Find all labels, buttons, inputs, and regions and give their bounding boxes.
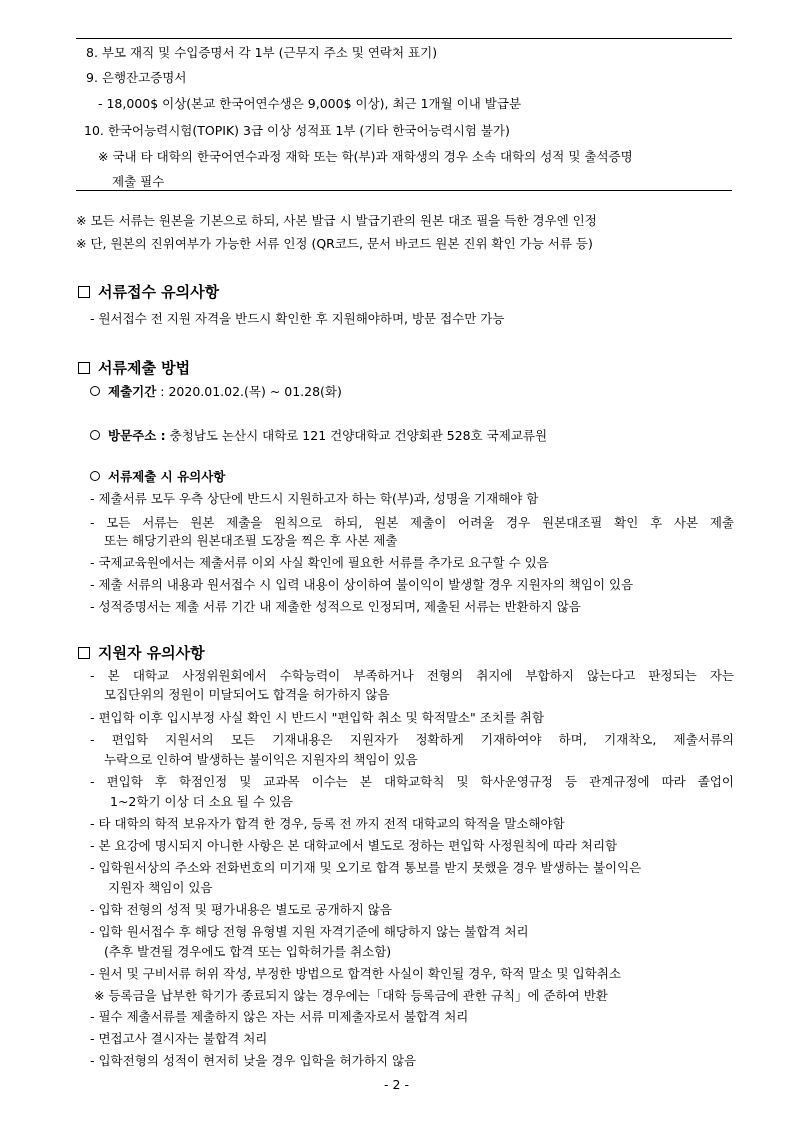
- applicant-item-11: - 필수 제출서류를 제출하지 않은 자는 서류 미제출자로서 불합격 처리: [90, 1009, 469, 1024]
- applicant-item-7-cont: 지원자 책임이 있음: [108, 880, 213, 895]
- submission-item-5: - 성적증명서는 제출 서류 기간 내 제출한 성적으로 인정되며, 제출된 서류는 반환하지 않음: [90, 599, 581, 614]
- applicant-item-12: - 면접고사 결시자는 불합격 처리: [90, 1031, 268, 1046]
- submission-address-label: 방문주소 :: [108, 428, 166, 443]
- submission-address: [90, 426, 547, 444]
- submission-item-1: - 제출서류 모두 우측 상단에 반드시 지원하고자 하는 학(부)과, 성명을 기재해야 함: [90, 491, 539, 506]
- applicant-item-9-cont: (추후 발견될 경우에도 합격 또는 입학허가를 취소함): [104, 944, 392, 959]
- applicant-item-4: - 편입학 후 학점인정 및 교과목 이수는 본 대학교학칙 및 학사운영규정 등 관계규정에 따라 졸업이: [90, 774, 734, 789]
- submission-period-value: : 2020.01.02.(목) ~ 01.28(화): [160, 384, 342, 399]
- applicant-item-10: - 원서 및 구비서류 허위 작성, 부정한 방법으로 합격한 사실이 확인될 경우, 학적 말소 및 입학취소: [90, 966, 621, 981]
- submission-caution-label: 서류제출 시 유의사항: [108, 469, 226, 484]
- applicant-item-3: - 편입학 지원서의 모든 기재내용은 지원자가 정확하게 기재하여야 하며, 기재착오, 제출서류의: [90, 732, 734, 747]
- section-submission-heading: [78, 357, 190, 378]
- doc-item-9: 9. 은행잔고증명서: [86, 70, 187, 85]
- general-note-1: ※ 모든 서류는 원본을 기본으로 하되, 사본 발급 시 발급기관의 원본 대조 필을 득한 경우엔 인정: [76, 213, 597, 228]
- bottom-rule: [76, 190, 732, 191]
- checkbox-square-icon: [78, 362, 90, 374]
- applicant-item-1: - 본 대학교 사정위원회에서 수학능력이 부족하거나 전형의 취지에 부합하지 않는다고 판정되는 자는: [90, 668, 734, 683]
- applicant-item-5: - 타 대학의 학적 보유자가 합격 한 경우, 등록 전 까지 전적 대학교의 학적을 말소해야함: [90, 816, 565, 831]
- applicant-item-7: - 입학원서상의 주소와 전화번호의 미기재 및 오기로 합격 통보를 받지 못했을 경우 발생하는 불이익은: [90, 860, 642, 875]
- submission-item-2: - 모든 서류는 원본 제출을 원칙으로 하되, 원본 제출이 어려울 경우 원본대조필 확인 후 사본 제출: [90, 515, 734, 530]
- applicant-item-1-cont: 모집단위의 정원이 미달되어도 합격을 허가하지 않음: [104, 687, 390, 702]
- doc-note-line-2: 제출 필수: [112, 174, 165, 189]
- submission-address-value: 충청남도 논산시 대학로 121 건양대학교 건양회관 528호 국제교류원: [169, 428, 548, 443]
- doc-item-10: 10. 한국어능력시험(TOPIK) 3급 이상 성적표 1부 (기타 한국어능력시험 불가): [84, 123, 510, 138]
- general-note-2: ※ 단, 원본의 진위여부가 가능한 서류 인정 (QR코드, 문서 바코드 원본 진위 확인 가능 서류 등): [76, 236, 593, 251]
- section-submission-title: 서류제출 방법: [98, 359, 191, 377]
- submission-period: [90, 382, 342, 400]
- submission-item-2-cont: 또는 해당기관의 원본대조필 도장을 찍은 후 사본 제출: [104, 533, 398, 548]
- applicant-item-4-cont: 1~2학기 이상 더 소요 될 수 있음: [110, 794, 294, 809]
- submission-item-3: - 국제교육원에서는 제출서류 이외 사실 확인에 필요한 서류를 추가로 요구할 수 있음: [90, 555, 549, 570]
- submission-period-label: 제출기간: [108, 384, 157, 399]
- applicant-item-9: - 입학 원서접수 후 해당 전형 유형별 지원 자격기준에 해당하지 않는 불합격 처리: [90, 924, 529, 939]
- circle-bullet-icon: [90, 430, 100, 440]
- applicant-item-8: - 입학 전형의 성적 및 평가내용은 별도로 공개하지 않음: [90, 902, 392, 917]
- applicant-item-2: - 편입학 이후 입시부정 사실 확인 시 반드시 "편입학 취소 및 학적말소" 조치를 취함: [90, 710, 545, 725]
- page-number: - 2 -: [384, 1077, 409, 1092]
- submission-caution-heading: [90, 467, 225, 485]
- section-reception-heading: [78, 281, 219, 302]
- applicant-item-3-cont: 누락으로 인하여 발생하는 불이익은 지원자의 책임이 있음: [104, 752, 418, 767]
- circle-bullet-icon: [90, 386, 100, 396]
- applicant-refund-note: ※ 등록금을 납부한 학기가 종료되지 않는 경우에는「대학 등록금에 관한 규칙」에 준하여 반환: [94, 988, 608, 1003]
- section-applicant-heading: [78, 642, 205, 663]
- section-applicant-title: 지원자 유의사항: [98, 644, 205, 662]
- checkbox-square-icon: [78, 286, 90, 298]
- applicant-item-13: - 입학전형의 성적이 현저히 낮을 경우 입학을 허가하지 않음: [90, 1053, 417, 1068]
- submission-item-4: - 제출 서류의 내용과 원서접수 시 입력 내용이 상이하여 불이익이 발생할 경우 지원자의 책임이 있음: [90, 577, 634, 592]
- doc-note-line-1: ※ 국내 타 대학의 한국어연수과정 재학 또는 학(부)과 재학생의 경우 소속 대학의 성적 및 출석증명: [98, 149, 633, 164]
- doc-item-9-detail: - 18,000$ 이상(본교 한국어연수생은 9,000$ 이상), 최근 1개월 이내 발급분: [98, 96, 522, 111]
- section-reception-title: 서류접수 유의사항: [98, 283, 220, 301]
- doc-item-8: 8. 부모 재직 및 수입증명서 각 1부 (근무지 주소 및 연락처 표기): [86, 45, 438, 60]
- applicant-item-6: - 본 요강에 명시되지 아니한 사항은 본 대학교에서 별도로 정하는 편입학 사정원칙에 따라 처리함: [90, 838, 618, 853]
- top-rule: [76, 38, 732, 39]
- circle-bullet-icon: [90, 471, 100, 481]
- checkbox-square-icon: [78, 647, 90, 659]
- reception-item: - 원서접수 전 지원 자격을 반드시 확인한 후 지원해야하며, 방문 접수만 가능: [90, 311, 505, 326]
